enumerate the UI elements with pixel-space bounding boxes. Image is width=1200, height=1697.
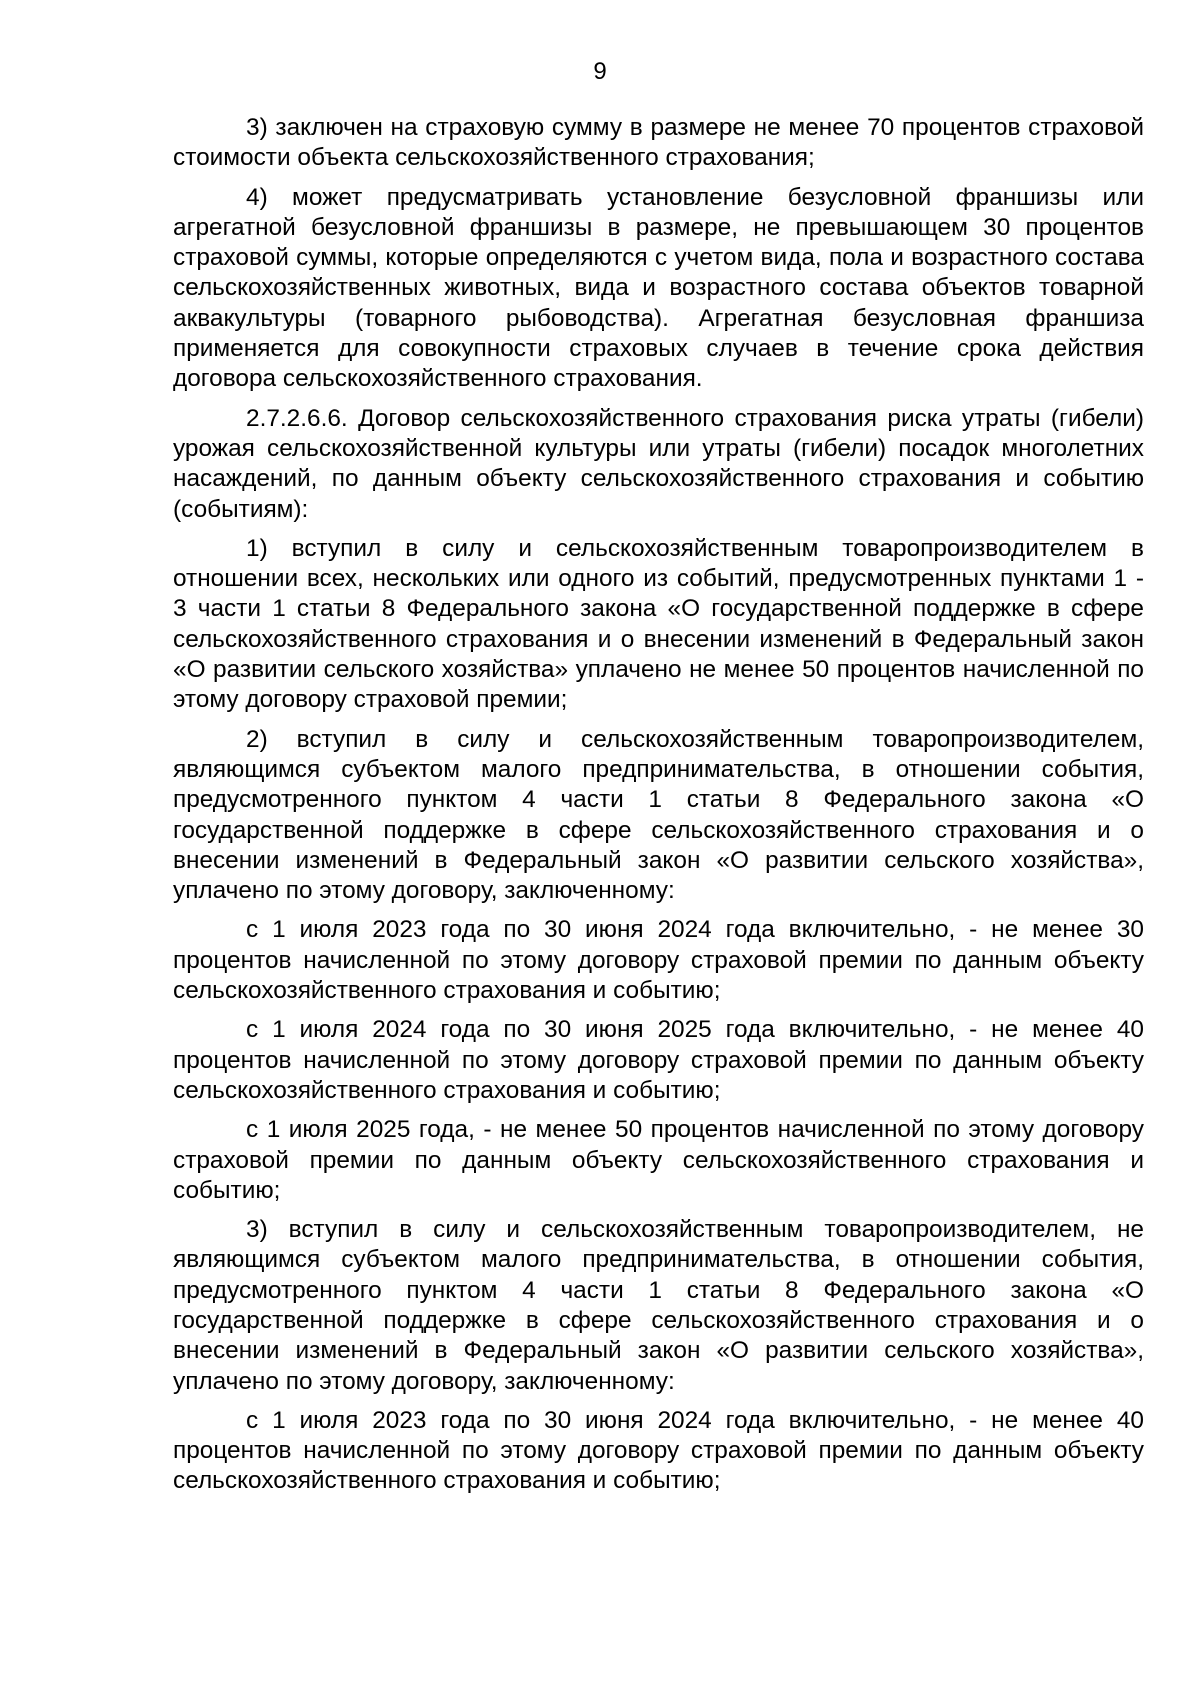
document-body xyxy=(173,113,1144,1506)
paragraph-item-3: 3) заключен на страховую сумму в размере не менее 70 процентов страховой стоимости объекта сельскохозяйственного страхования; xyxy=(173,114,1144,172)
paragraph-subitem-1: 1) вступил в силу и сельскохозяйственным товаропроизводителем в отношении всех, нескольких или одного из событий, предусмотренных пунктами 1 - 3 части 1 статьи 8 Федерального закона «О государственной поддержке в сфере сельскохозяйственного страхования и о внесении изменений в Федеральный закон «О развитии сельского хозяйства» уплачено не менее 50 процентов начисленной по этому договору страховой премии; xyxy=(173,534,1144,714)
paragraph-period-2025-50: с 1 июля 2025 года, - не менее 50 процентов начисленной по этому договору страховой премии по данным объекту сельскохозяйственного страхования и событию; xyxy=(173,1116,1144,1204)
paragraph-item-4: 4) может предусматривать установление безусловной франшизы или агрегатной безусловной франшизы в размере, не превышающем 30 процентов страховой суммы, которые определяются с учетом вида, пола и возрастного состава сельскохозяйственных животных, вида и возрастного состава объектов товарной аквакультуры (товарного рыбоводства). Агрегатная безусловная франшиза применяется для совокупности страховых случаев в течение срока действия договора сельскохозяйственного страхования. xyxy=(173,183,1144,393)
paragraph-period-2024-40: с 1 июля 2024 года по 30 июня 2025 года включительно, - не менее 40 процентов начисленной по этому договору страховой премии по данным объекту сельскохозяйственного страхования и событию; xyxy=(173,1016,1144,1104)
paragraph-period-2023-30: с 1 июля 2023 года по 30 июня 2024 года включительно, - не менее 30 процентов начисленной по этому договору страховой премии по данным объекту сельскохозяйственного страхования и событию; xyxy=(173,916,1144,1005)
paragraph-subitem-3: 3) вступил в силу и сельскохозяйственным товаропроизводителем, не являющимся субъектом малого предпринимательства, в отношении события, предусмотренного пунктом 4 части 1 статьи 8 Федерального закона «О государственной поддержке в сфере сельскохозяйственного страхования и о внесении изменений в Федеральный закон «О развитии сельского хозяйства», уплачено по этому договору, заключенному: xyxy=(173,1216,1144,1395)
page-number: 9 xyxy=(593,58,607,85)
paragraph-clause-2-7-2-6-6: 2.7.2.6.6. Договор сельскохозяйственного страхования риска утраты (гибели) урожая сельскохозяйственной культуры или утраты (гибели) посадок многолетних насаждений, по данным объекту сельскохозяйственного страхования и событию (событиям): xyxy=(173,404,1144,523)
paragraph-period-2023-40: с 1 июля 2023 года по 30 июня 2024 года включительно, - не менее 40 процентов начисленной по этому договору страховой премии по данным объекту сельскохозяйственного страхования и событию; xyxy=(173,1406,1144,1495)
paragraph-subitem-2: 2) вступил в силу и сельскохозяйственным товаропроизводителем, являющимся субъектом малого предпринимательства, в отношении события, предусмотренного пунктом 4 части 1 статьи 8 Федерального закона «О государственной поддержке в сфере сельскохозяйственного страхования и о внесении изменений в Федеральный закон «О развитии сельского хозяйства», уплачено по этому договору, заключенному: xyxy=(173,725,1144,905)
